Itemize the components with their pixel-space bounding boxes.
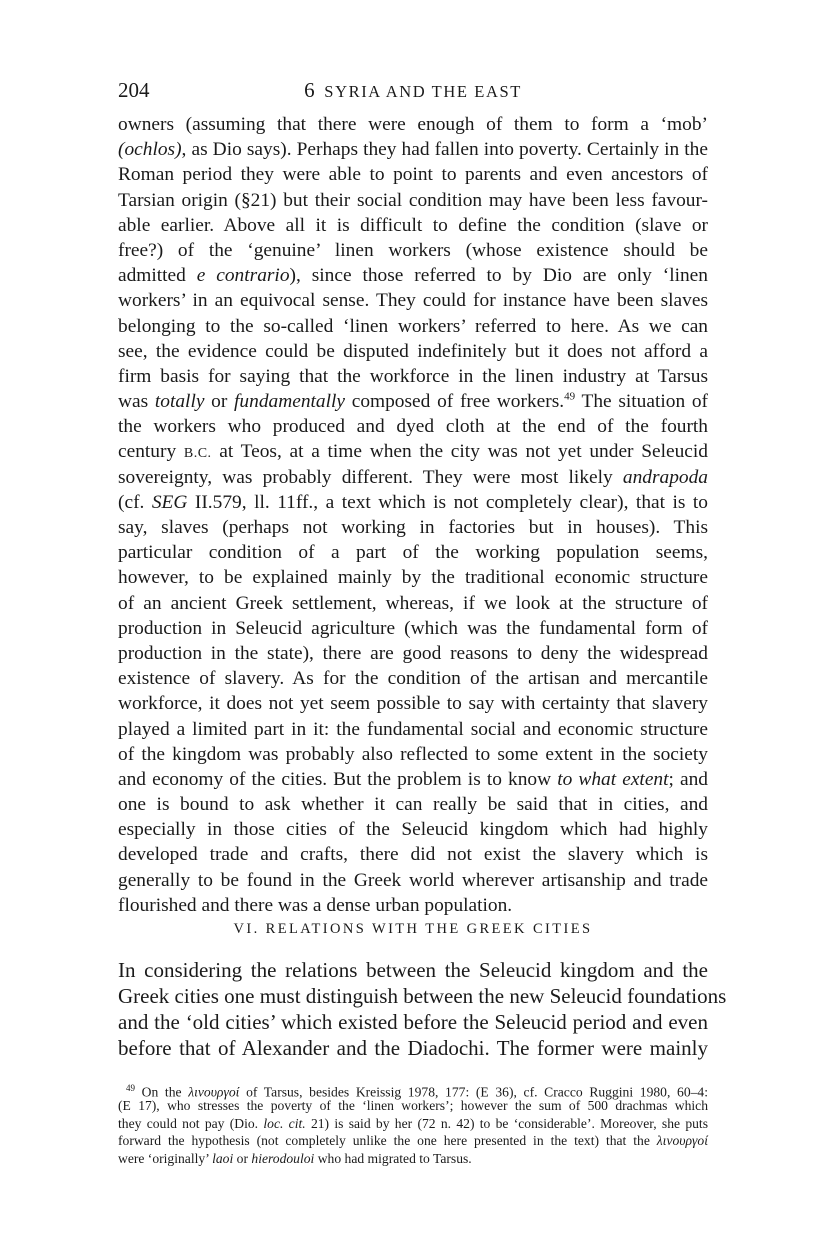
text-line: production in Seleucid agriculture (which was the fundamental form of (118, 617, 708, 639)
text-line: one is bound to ask whether it can really be said that in cities, and (118, 794, 708, 816)
text-line: admitted e contrario), since those referred to by Dio are only ‘linen (118, 265, 708, 287)
page-number: 204 (118, 78, 150, 102)
text-line: century B.C. at Teos, at a time when the city was not yet under Seleucid (118, 441, 708, 463)
footnote-line: were ‘originally’ laoi or hierodouloi who had migrated to Tarsus. (118, 1150, 472, 1166)
text-line: free?) of the ‘genuine’ linen workers (whose existence should be (118, 239, 708, 261)
footnote-line: (E 17), who stresses the poverty of the ‘linen workers’; however the sum of 500 drachmas which (118, 1098, 708, 1114)
text-line: before that of Alexander and the Diadochi. The former were mainly (118, 1036, 708, 1060)
text-line: say, slaves (perhaps not working in factories but in houses). This (118, 517, 708, 538)
text-line: workforce, it does not yet seem possible to say with certainty that slavery (118, 693, 708, 715)
text-line: generally to be found in the Greek world wherever artisanship and trade (118, 869, 708, 891)
running-head (118, 78, 708, 103)
text-line: of an ancient Greek settlement, whereas, if we look at the structure of (118, 592, 708, 614)
footnote-line: forward the hypothesis (not completely unlike the one here presented in the text) that the λινουργοί (118, 1133, 708, 1149)
text-line: In considering the relations between the Seleucid kingdom and the (118, 958, 708, 982)
text-line: belonging to the so-called ‘linen workers’ referred to here. As we can (118, 315, 708, 337)
text-line: see, the evidence could be disputed indefinitely but it does not afford a (118, 340, 708, 362)
footnote-number: 49 (126, 1083, 135, 1093)
text-line: existence of slavery. As for the condition of the artisan and mercantile (118, 668, 708, 690)
footnote-line: $^{49}$ On the λινουργοί of Tarsus, besides Kreissig 1978, 177: (E 36), cf. Cracco Ruggini 1980, 60–4: (126, 1083, 708, 1100)
body-text (118, 112, 708, 918)
text-line: Greek cities one must distinguish between the new Seleucid foundations (118, 984, 727, 1008)
text-line: was totally or fundamentally composed of free workers.$^{49}$ The situation of (118, 390, 709, 413)
text-line: able earlier. Above all it is difficult to define the condition (slave or (118, 214, 708, 236)
text-line: especially in those cities of the Seleucid kingdom which had highly (118, 819, 708, 841)
text-line: (ochlos), as Dio says). Perhaps they had fallen into poverty. Certainly in the (118, 139, 708, 161)
text-line: particular condition of a part of the working population seems, (118, 542, 708, 564)
text-line: played a limited part in it: the fundamental social and economic structure (118, 718, 708, 740)
text-line: workers’ in an equivocal sense. They could for instance have been slaves (118, 290, 708, 312)
chapter-number: 6 (304, 78, 315, 102)
text-line: Tarsian origin (§21) but their social condition may have been less favour- (118, 189, 708, 211)
page-header (118, 78, 708, 108)
text-line: sovereignty, was probably different. They were most likely andrapoda (118, 466, 708, 488)
footnote-line: they could not pay (Dio. loc. cit. 21) is said by her (72 n. 42) to be ‘considerable’. Moreover, she puts (118, 1115, 708, 1131)
text-line: production in the state), there are good reasons to deny the widespread (118, 642, 708, 664)
text-line: firm basis for saying that the workforce in the linen industry at Tarsus (118, 365, 708, 387)
footnote-reference: 49 (564, 390, 576, 403)
footnote (118, 1080, 708, 1167)
text-line: flourished and there was a dense urban population. (118, 894, 513, 916)
chapter-title: SYRIA AND THE EAST (324, 82, 522, 101)
text-line: however, to be explained mainly by the traditional economic structure (118, 567, 708, 589)
text-line: developed trade and crafts, there did not exist the slavery which is (118, 844, 708, 866)
text-line: (cf. SEG II.579, ll. 11ff., a text which is not completely clear), that is to (118, 491, 708, 513)
text-line: owners (assuming that there were enough of them to form a ‘mob’ (118, 114, 708, 135)
text-line: Roman period they were able to point to parents and even ancestors of (118, 164, 708, 186)
text-line: of the kingdom was probably also reflected to some extent in the society (118, 743, 708, 765)
section-heading: VI. RELATIONS WITH THE GREEK CITIES (233, 921, 593, 937)
text-line: and economy of the cities. But the problem is to know to what extent; and (118, 768, 709, 790)
text-line: the workers who produced and dyed cloth at the end of the fourth (118, 416, 708, 438)
section-text (118, 957, 727, 1061)
text-line: and the ‘old cities’ which existed before the Seleucid period and even (118, 1010, 708, 1034)
